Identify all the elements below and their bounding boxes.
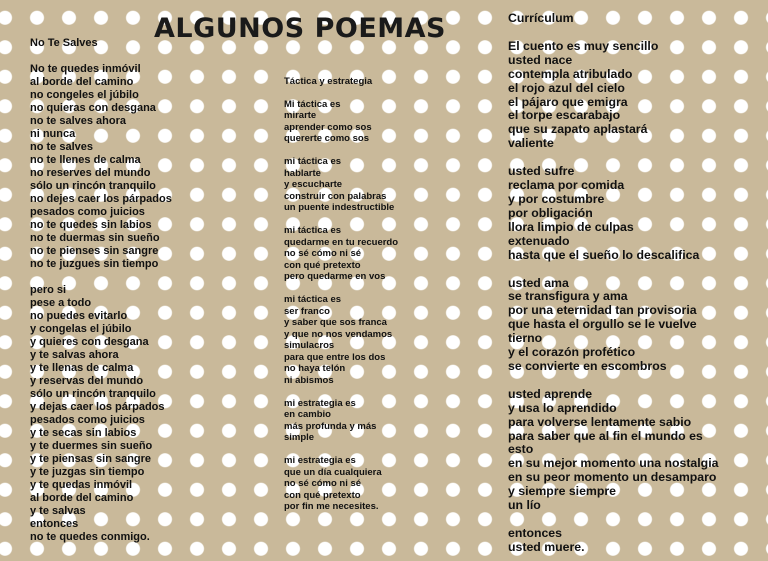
poem-stanza: No te quedes inmóvil al borde del camino no congeles el júbilo no quieras con desgana no te salves ahora ni nunca no te salves no te llenes de calma no reserves del mundo sólo un rincón tranquilo no dejes caer los párpados pesados como juicios no te quedes sin labios no te duermas sin sueño no te pienses sin sangre no te juzgues sin tiempo [30,63,172,270]
poem-stanza: entonces usted muere. [508,526,585,554]
poem-curriculum [508,0,763,555]
poem-no-te-salves [30,0,240,544]
poem-stanza: usted sufre reclama por comida y por costumbre por obligación llora limpio de culpas extenuado hasta que el sueño lo descalifica [508,164,700,262]
poem-stanza: usted aprende y usa lo aprendido para volverse lentamente sabio para saber que al fin el mundo es esto en su mejor momento una nostalgia en su peor momento un desamparo y siempre siempre un lío [508,386,719,513]
poem-title: Táctica y estrategia [284,76,373,87]
page-title: ALGUNOS POEMAS [154,13,446,44]
poem-stanza: Mi táctica es mirarte aprender como sos quererte como sos [284,98,372,145]
poem-stanza: pero si pese a todo no puedes evitarlo y congelas el júbilo y quieres con desgana y te salvas ahora y te llenas de calma y reservas del mundo sólo un rincón tranquilo y dejas caer los párpados pesados como juicios y te secas sin labios y te duermes sin sueño y te piensas sin sangre y te juzgas sin tiempo y te quedas inmóvil al borde del camino y te salvas entonces no te quedes conmigo. [30,284,165,543]
poem-stanza: mi táctica es quedarme en tu recuerdo no sé cómo ni sé con qué pretexto pero quedarme en vos [284,224,399,283]
poem-title: No Te Salves [30,37,98,49]
poem-title: Currículum [508,11,574,25]
poem-stanza: mi estrategia es que un día cualquiera no sé cómo ni sé con qué pretexto por fin me necesites. [284,455,382,513]
poem-tactica-y-estrategia [284,0,474,513]
poem-stanza: El cuento es muy sencillo usted nace contempla atribulado el rojo azul del cielo el pájaro que emigra el torpe escarabajo que su zapato aplastará valiente [508,38,659,151]
poem-stanza: usted ama se transfigura y ama por una eternidad tan provisoria que hasta el orgullo se le vuelve tierno y el corazón profético se convierte en escombros [508,275,697,373]
poem-stanza: mi táctica es ser franco y saber que sos franca y que no nos vendamos simulacros para que entre los dos no haya telón ni abismos [284,293,393,387]
poem-stanza: mi estrategia es en cambio más profunda y más simple [284,397,377,444]
poem-stanza: mi táctica es hablarte y escucharte construir con palabras un puente indestructible [284,155,395,214]
